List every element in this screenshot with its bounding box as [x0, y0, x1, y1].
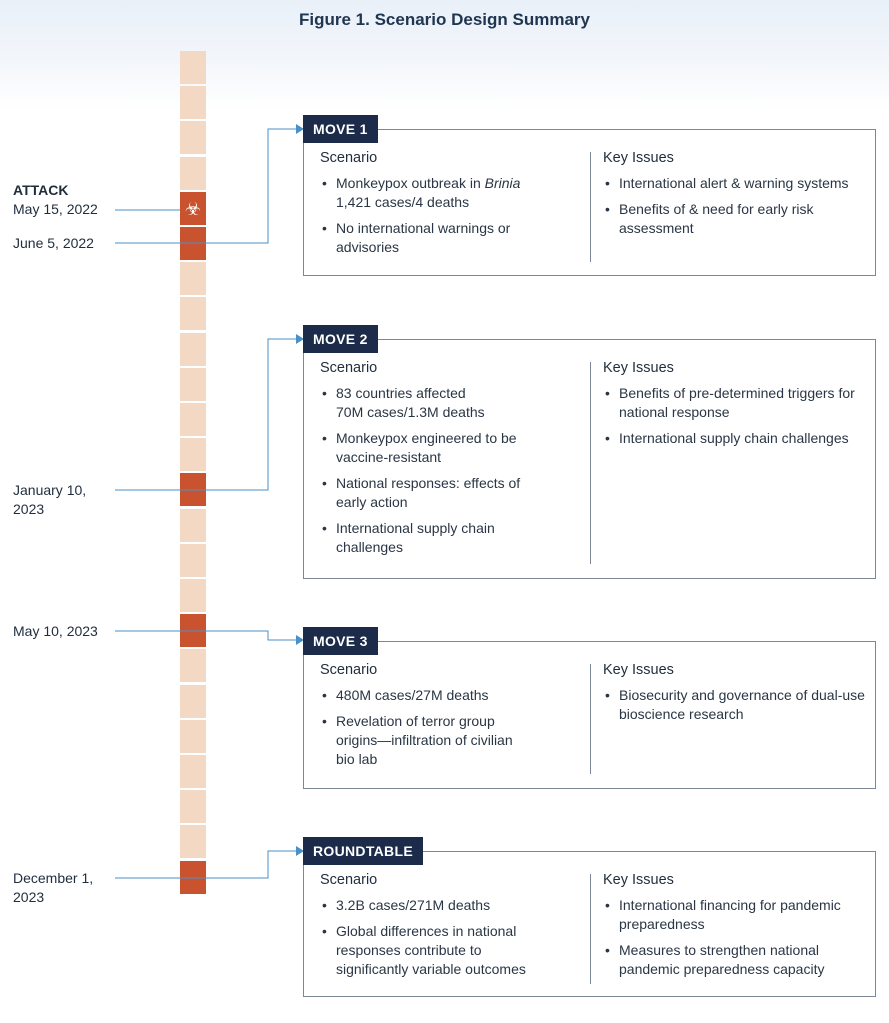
move3-label: MOVE 3	[303, 627, 378, 655]
roundtable-date: December 1, 2023	[13, 870, 94, 905]
scenario-heading: Scenario	[320, 360, 378, 376]
move1-label: MOVE 1	[303, 115, 378, 143]
move2-scenario-column	[320, 360, 590, 564]
scenario-item: • Revelation of terror group origins—infiltration of civilian bio lab	[320, 712, 590, 769]
scenario-item: • International supply chain challenges	[320, 519, 590, 557]
move3-date: May 10, 2023	[13, 623, 98, 639]
roundtable-scenario-column	[320, 872, 590, 986]
move2-box	[303, 339, 876, 579]
scenario-item: • Monkeypox engineered to be vaccine-resistant	[320, 429, 590, 467]
issues-heading: Key Issues	[603, 872, 674, 888]
figure-title: Figure 1. Scenario Design Summary	[299, 10, 590, 29]
column-divider	[590, 362, 591, 564]
move1-scenario-column	[320, 150, 590, 264]
move2-issues-column	[603, 360, 868, 455]
scenario-heading: Scenario	[320, 872, 378, 888]
issue-item: • International alert & warning systems	[603, 174, 868, 193]
move1-box	[303, 129, 876, 276]
move2-label: MOVE 2	[303, 325, 378, 353]
scenario-item: • 83 countries affected 70M cases/1.3M deaths	[320, 384, 590, 422]
issue-item: • Benefits of pre-determined triggers for national response	[603, 384, 868, 422]
issue-item: • International financing for pandemic preparedness	[603, 896, 868, 934]
move3-scenario-column	[320, 662, 590, 776]
move2-connector	[115, 339, 296, 490]
move1-connector	[115, 129, 296, 243]
scenario-item: • 480M cases/27M deaths	[320, 686, 590, 705]
scenario-item: • 3.2B cases/271M deaths	[320, 896, 590, 915]
roundtable-box	[303, 851, 876, 997]
scenario-item: • National responses: effects of early action	[320, 474, 590, 512]
move1-issues-column	[603, 150, 868, 245]
biohazard-icon: ☣	[184, 198, 202, 219]
move2-date: January 10, 2023	[13, 482, 87, 517]
roundtable-issues-column	[603, 872, 868, 986]
issue-item: • Biosecurity and governance of dual-use bioscience research	[603, 686, 868, 724]
move1-date: June 5, 2022	[13, 235, 94, 251]
scenario-heading: Scenario	[320, 662, 378, 678]
scenario-item: • Monkeypox outbreak in Brinia 1,421 cases/4 deaths	[320, 174, 590, 212]
scenario-item: • No international warnings or advisories	[320, 219, 590, 257]
issue-item: • Measures to strengthen national pandemic preparedness capacity	[603, 941, 868, 979]
roundtable-connector	[115, 851, 296, 878]
move3-issues-column	[603, 662, 868, 731]
issues-heading: Key Issues	[603, 150, 674, 166]
column-divider	[590, 152, 591, 262]
move3-connector	[115, 631, 296, 640]
issues-heading: Key Issues	[603, 360, 674, 376]
move3-box	[303, 641, 876, 789]
issue-item: • International supply chain challenges	[603, 429, 868, 448]
column-divider	[590, 664, 591, 774]
issues-heading: Key Issues	[603, 662, 674, 678]
scenario-item: • Global differences in national responses contribute to significantly variable outcomes	[320, 922, 590, 979]
roundtable-label: ROUNDTABLE	[303, 837, 423, 865]
attack-date: May 15, 2022	[13, 201, 98, 217]
column-divider	[590, 874, 591, 984]
issue-item: • Benefits of & need for early risk assessment	[603, 200, 868, 238]
attack-label: ATTACK	[13, 182, 69, 198]
scenario-heading: Scenario	[320, 150, 378, 166]
